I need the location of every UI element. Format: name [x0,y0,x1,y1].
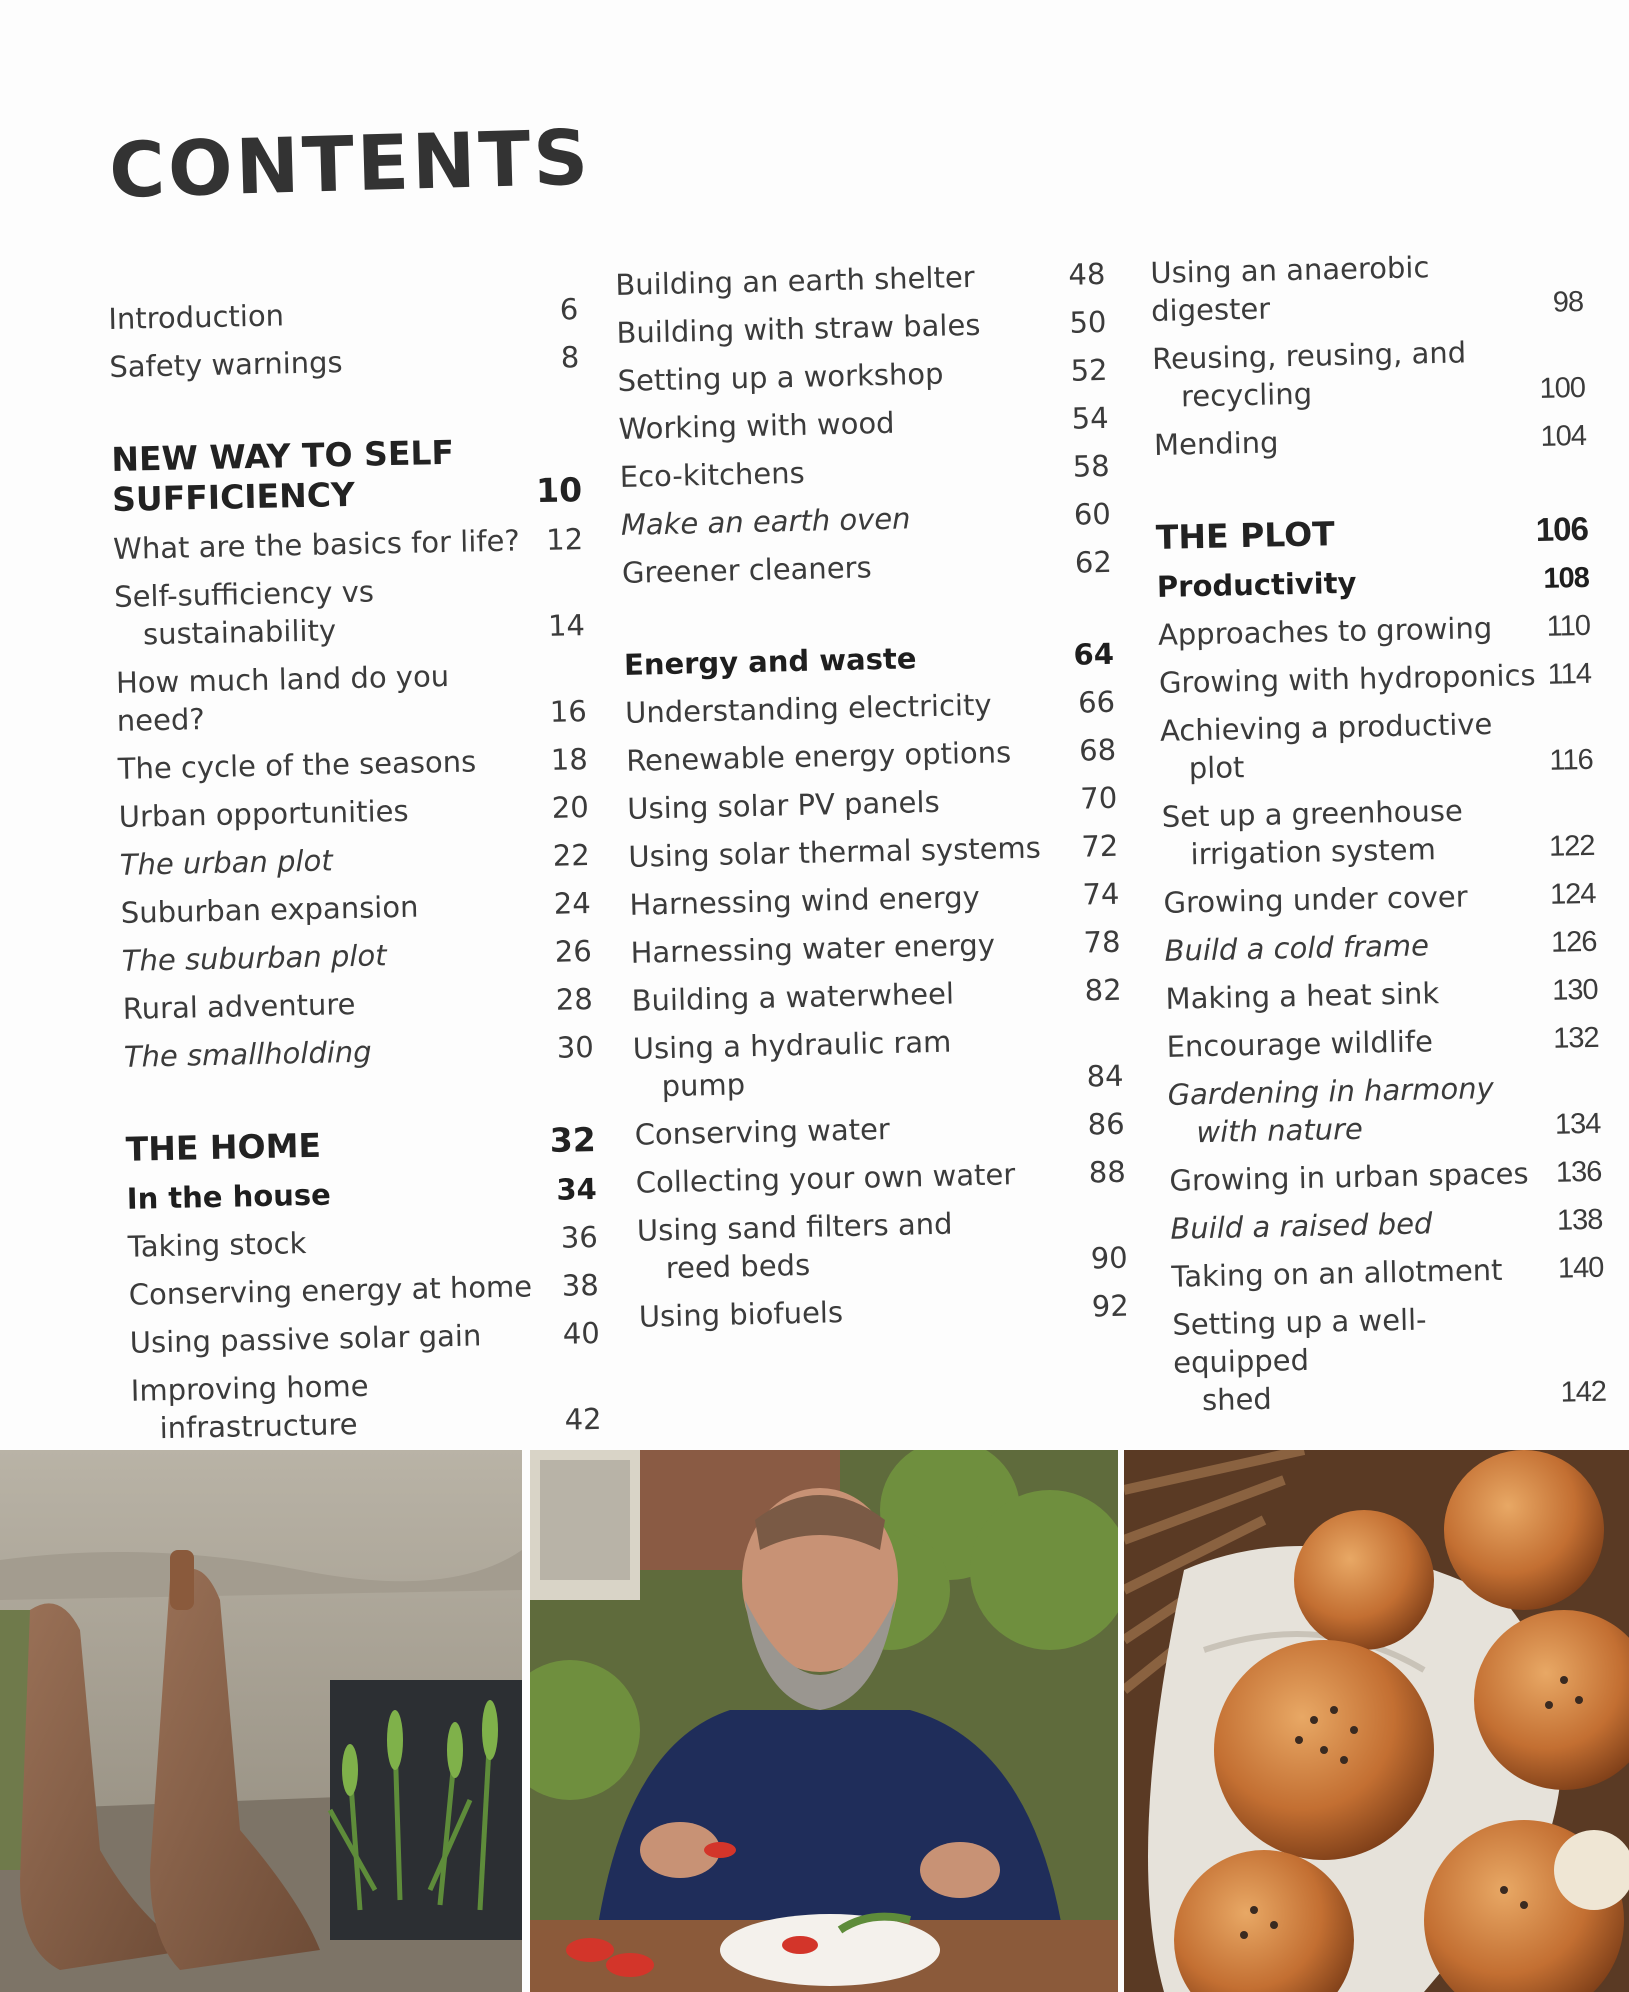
toc-entry: Rural adventure 28 [122,982,594,1026]
page-number: 14 [547,608,586,643]
page-number: 52 [1070,352,1108,388]
page-number: 50 [1069,304,1107,340]
section-heading: THE HOME 32 [125,1119,597,1169]
toc-entry: Taking on an allotment 140 [1171,1249,1604,1296]
man-portrait-illustration [530,1450,1118,1992]
toc-column-3 [1150,245,1607,1430]
toc-entry: Growing in urban spaces 136 [1169,1153,1602,1200]
toc-entry: Mending 104 [1154,417,1587,464]
toc-entry: Using a hydraulic ram pump 84 [632,1024,1124,1104]
page-number: 98 [1552,285,1584,319]
page-number: 8 [560,340,580,375]
boots-seedlings-illustration [0,1450,522,1992]
page-number: 32 [549,1119,597,1160]
page-number: 130 [1551,973,1598,1007]
toc-entry: Introduction 6 [108,292,579,336]
photo-bearded-man [530,1450,1118,1992]
subsection-heading: In the house 34 [126,1171,598,1216]
page-number: 86 [1087,1106,1125,1142]
toc-entry: Setting up a workshop 52 [617,352,1108,398]
toc-entry: Suburban expansion 24 [120,886,592,930]
page-number: 142 [1560,1375,1607,1409]
toc-entry-project: The smallholding 30 [123,1029,595,1074]
page-number: 10 [535,470,583,511]
page-number: 38 [561,1267,600,1303]
page-number: 36 [560,1219,599,1255]
toc-entry: Building an earth shelter 48 [615,256,1106,302]
page-number: 72 [1080,828,1119,864]
toc-entry: Eco-kitchens 58 [619,448,1111,494]
page-number: 34 [556,1171,598,1207]
toc-entry: Encourage wildlife 132 [1166,1019,1599,1066]
photo-boots-and-seedlings [0,1450,522,1992]
toc-entry: Making a heat sink 130 [1165,971,1598,1018]
toc-entry: Improving home infrastructure 42 [130,1368,602,1446]
page-number: 68 [1078,732,1117,768]
toc-entry: Growing under cover 124 [1163,875,1596,922]
toc-entry: The cycle of the seasons 18 [117,742,589,786]
subsection-heading: Productivity 108 [1157,559,1590,606]
toc-entry: Building with straw bales 50 [616,304,1107,350]
toc-entry: Using an anaerobic digester 98 [1150,250,1584,328]
page-number: 64 [1073,636,1115,672]
page-number: 24 [553,886,592,921]
subsection-heading: Energy and waste 64 [623,636,1115,682]
page-number: 28 [555,982,594,1017]
page-number: 26 [554,934,593,969]
page-number: 104 [1540,419,1587,453]
page-number: 48 [1068,256,1106,292]
page-number: 114 [1547,657,1592,691]
toc-entry: Conserving water 86 [634,1106,1125,1152]
page-number: 100 [1539,371,1586,405]
toc-entry: Urban opportunities 20 [118,790,590,834]
toc-entry-project: Build a cold frame 126 [1164,923,1597,970]
toc-entry: Using biofuels 92 [638,1288,1130,1334]
page-number: 74 [1082,876,1120,912]
page-title: CONTENTS [108,112,593,215]
page-number: 84 [1086,1058,1124,1094]
toc-entry: Harnessing water energy 78 [630,924,1121,970]
page-number: 88 [1088,1154,1127,1190]
page-number: 138 [1556,1203,1603,1237]
toc-entry: Conserving energy at home 38 [128,1267,600,1312]
toc-entry: Using solar thermal systems 72 [628,828,1119,874]
page-number: 60 [1073,496,1112,532]
toc-entry: Using solar PV panels 70 [626,780,1118,826]
page-number: 16 [549,694,588,729]
toc-entry: Greener cleaners 62 [621,544,1113,590]
page-number: 122 [1548,829,1595,863]
page-number: 116 [1549,743,1594,777]
toc-entry: Achieving a productive plot 116 [1159,706,1594,786]
toc-entry: Working with wood 54 [618,400,1109,446]
toc-entry-project: The suburban plot 26 [121,934,593,978]
toc-entry: Approaches to growing 110 [1158,607,1591,654]
page-number: 54 [1071,400,1109,436]
photo-bread-rolls [1124,1450,1629,1992]
section-heading: NEW WAY TO SELF SUFFICIENCY 10 [110,432,583,519]
page-number: 18 [550,742,589,777]
page-number: 42 [564,1401,602,1437]
toc-entry: Using sand filters and reed beds 90 [636,1206,1129,1286]
page-number: 132 [1552,1021,1599,1055]
page-number: 90 [1090,1240,1129,1276]
toc-entry: Harnessing wind energy 74 [629,876,1120,922]
toc-column-1 [108,290,602,1458]
bread-rolls-illustration [1124,1450,1629,1992]
page-number: 66 [1077,684,1116,720]
page-number: 134 [1554,1107,1601,1141]
page-number: 78 [1083,924,1121,960]
toc-entry: Building a waterwheel 82 [631,972,1122,1018]
toc-entry: Using passive solar gain 40 [129,1315,601,1360]
page-number: 40 [562,1315,601,1351]
toc-entry-project: Build a raised bed 138 [1170,1201,1603,1248]
toc-entry: How much land do you need? 16 [115,658,588,738]
section-heading: THE PLOT 106 [1155,509,1589,557]
page-number: 110 [1546,609,1591,643]
page-number: 140 [1557,1251,1604,1285]
toc-entry: Taking stock 36 [127,1219,599,1264]
page-number: 136 [1555,1155,1602,1189]
toc-entry: Self-sufficiency vs sustainability 14 [113,574,586,652]
toc-entry: What are the basics for life? 12 [112,522,584,566]
page-number: 126 [1550,925,1597,959]
photo-strip [0,1450,1629,1992]
page-number: 62 [1074,544,1113,580]
toc-entry: Set up a greenhouse irrigation system 122 [1161,793,1595,872]
toc-entry: Setting up a well-equipped shed 142 [1172,1302,1607,1418]
toc-entry: Safety warnings 8 [109,340,580,384]
toc-entry-project: Make an earth oven 60 [620,496,1112,542]
toc-entry-project: Gardening in harmony with nature 134 [1167,1070,1601,1150]
toc-entry: Understanding electricity 66 [624,684,1116,730]
toc-entry: Renewable energy options 68 [625,732,1117,778]
page-number: 106 [1535,509,1589,548]
page-number: 82 [1084,972,1122,1008]
page-number: 58 [1072,448,1111,484]
page-number: 22 [552,838,591,873]
toc-entry-project: The urban plot 22 [119,838,591,882]
page-number: 70 [1079,780,1118,816]
toc-entry: Reusing, reusing, and recycling 100 [1151,335,1586,414]
page-number: 12 [545,522,584,557]
page-number: 20 [551,790,590,825]
page-number: 124 [1549,877,1596,911]
toc-column-2 [615,255,1129,1346]
toc-entry: Growing with hydroponics 114 [1159,655,1592,702]
page-number: 30 [556,1029,595,1065]
page-number: 92 [1091,1288,1130,1324]
page-number: 6 [559,292,579,327]
page-number: 108 [1543,561,1590,595]
toc-entry: Collecting your own water 88 [635,1154,1127,1200]
